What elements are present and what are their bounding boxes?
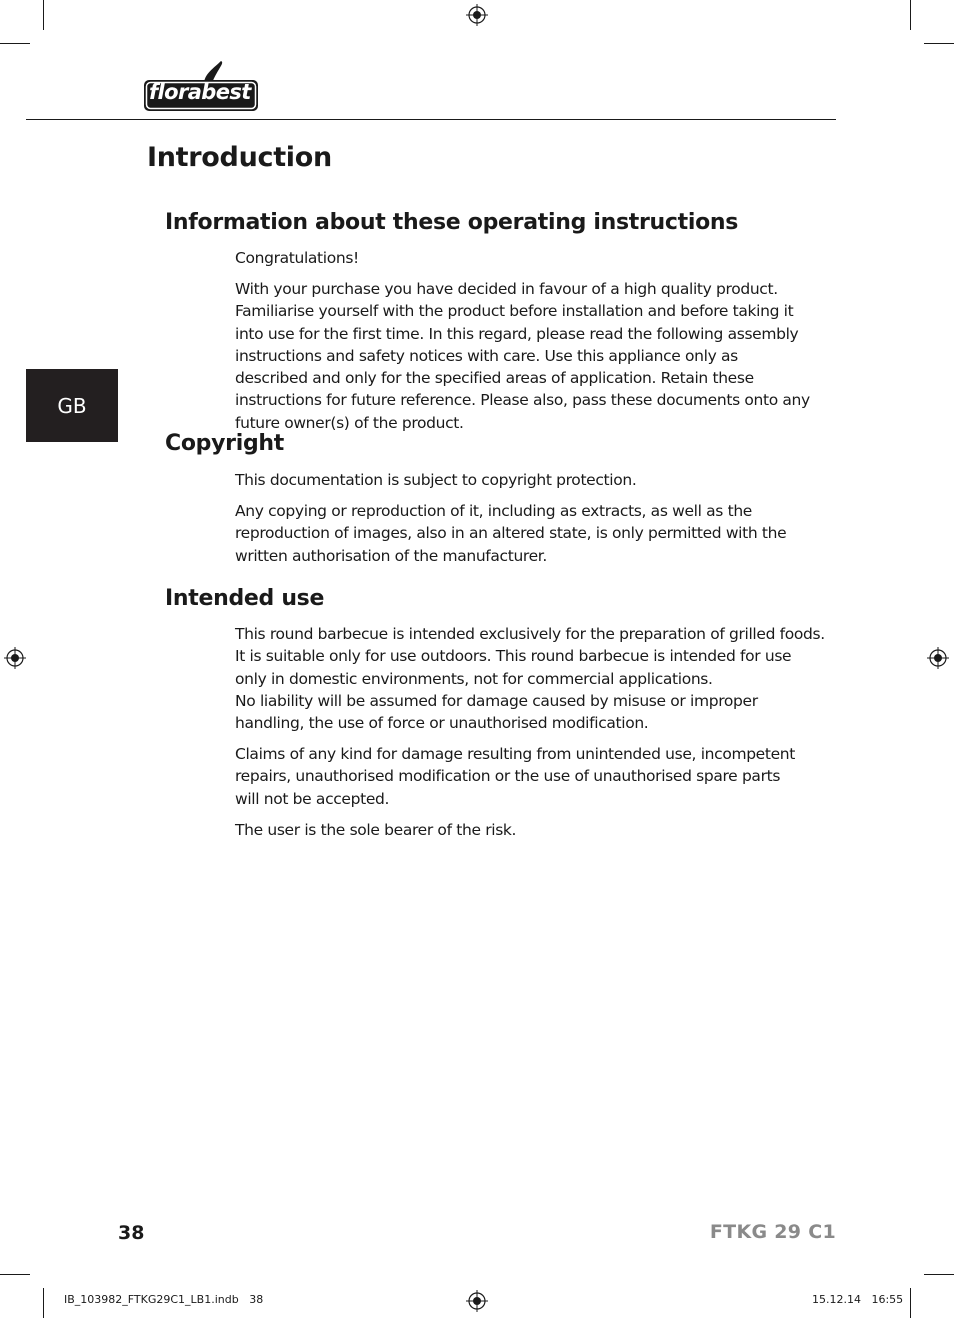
paragraph: With your purchase you have decided in favour of a high quality product. Familiarise yourself with the product before installation and before taking it into use for the first time. In this regard, please read the following assembly instructions and safety notices with care. Use this appliance only as described and only for the specified areas of application. Retain these instructions for future reference. Please also, pass these documents onto any future owner(s) of the product. xyxy=(235,280,810,432)
crop-mark xyxy=(0,1274,30,1275)
model-number: FTKG 29 C1 xyxy=(709,1221,836,1243)
section-title-information: Information about these operating instructions xyxy=(165,210,739,235)
paragraph: No liability will be assumed for damage caused by misuse or improper handling, the use of force or unauthorised modification. xyxy=(235,692,758,733)
crop-mark xyxy=(924,1274,954,1275)
page-title: Introduction xyxy=(147,142,332,173)
language-tab: GB xyxy=(26,369,118,442)
print-slug-datetime: 15.12.14 16:55 xyxy=(812,1293,904,1306)
print-slug-file: IB_103982_FTKG29C1_LB1.indb 38 xyxy=(64,1293,264,1306)
brand-logo xyxy=(144,60,260,114)
paragraph: The user is the sole bearer of the risk. xyxy=(235,821,517,839)
paragraph: Claims of any kind for damage resulting from unintended use, incompetent repairs, unauthorised modification or the use of unauthorised spare parts will not be accepted. xyxy=(235,745,795,808)
crop-mark xyxy=(924,43,954,44)
registration-mark-icon xyxy=(4,647,26,669)
header-rule xyxy=(26,119,836,120)
registration-mark-icon xyxy=(466,1290,488,1312)
paragraph: Congratulations! xyxy=(235,249,359,267)
registration-mark-icon xyxy=(466,4,488,26)
crop-mark xyxy=(0,43,30,44)
brand-logo-text: florabest xyxy=(149,80,251,104)
registration-mark-icon xyxy=(927,647,949,669)
paragraph: Any copying or reproduction of it, including as extracts, as well as the reproduction of images, also in an altered state, is only permitted with the written authorisation of the manufacturer. xyxy=(235,502,787,565)
page-number: 38 xyxy=(118,1222,145,1244)
crop-mark xyxy=(43,0,44,30)
crop-mark xyxy=(910,0,911,30)
paragraph: This documentation is subject to copyright protection. xyxy=(235,471,637,489)
crop-mark xyxy=(910,1288,911,1318)
section-title-copyright: Copyright xyxy=(165,431,284,456)
crop-mark xyxy=(43,1288,44,1318)
paragraph: This round barbecue is intended exclusively for the preparation of grilled foods. It is suitable only for use outdoors. This round barbecue is intended for use only in domestic environments, not for commercial applications. xyxy=(235,625,825,688)
section-title-intended-use: Intended use xyxy=(165,586,325,611)
